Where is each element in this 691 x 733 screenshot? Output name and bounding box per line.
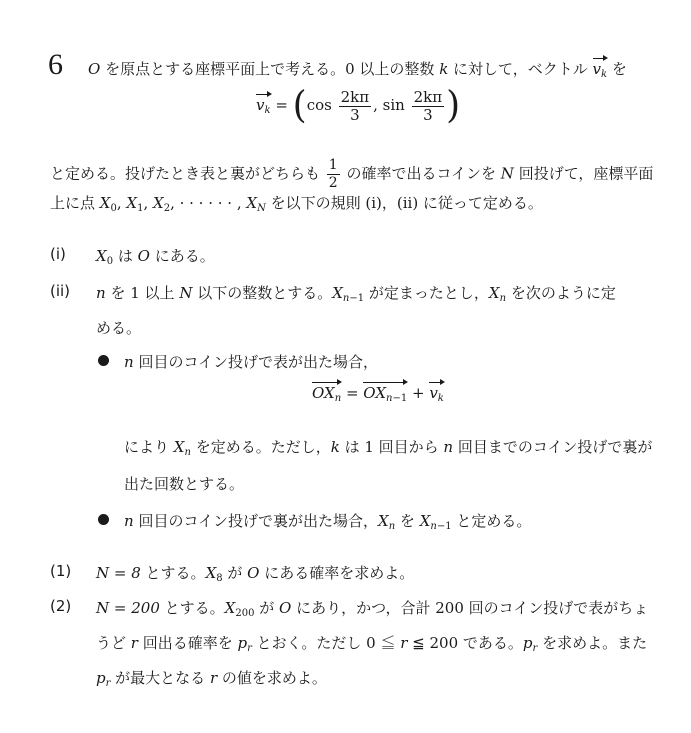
rule-i-text: $X_0$ は O にある。: [96, 247, 215, 267]
vector-vk: $v_k$: [592, 60, 608, 80]
vector-definition-formula: $v_k = (\cos$ $\frac{2k\pi}{3}$ , sin $\frac{2k\pi}{3}$ ): [256, 83, 461, 127]
intro-line-4: 上に点 $X_0$, $X_1$, $X_2$, · · · · · · , $X_N$ を以下の規則 (i)，(ii) に従って定める。: [50, 194, 543, 214]
question-1-label: (1): [50, 562, 72, 580]
bullet-tails-text: n 回目のコイン投げで裏が出た場合，$X_n$ を $X_{n-1}$ と定める。: [124, 512, 532, 532]
fraction-2kpi-3: $\frac{2k\pi}{3}$: [340, 87, 370, 124]
question-2-line-1: N = 200 とする。$X_{200}$ が O にあり，かつ，合計 200 回のコイン投げで表がちょ: [96, 599, 649, 619]
rule-ii-line-2: める。: [96, 319, 142, 337]
recurrence-formula: $OX_n = OX_{n-1} + v_k$: [312, 384, 444, 404]
question-1-text: N = 8 とする。$X_8$ が O にある確率を求めよ。: [96, 564, 415, 584]
intro-line-1: O を原点とする座標平面上で考える。0 以上の整数 k に対して，ベクトル $v_k$ を: [88, 60, 627, 80]
bullet-heads-note-1: により $X_n$ を定める。ただし，k は 1 回目から n 回目までのコイン投げで裏が: [124, 438, 653, 458]
rule-ii-line-1: n を 1 以上 N 以下の整数とする。$X_{n-1}$ が定まったとし，$X_n$ を次のように定: [96, 284, 616, 304]
question-2-line-2: うど r 回出る確率を $p_r$ とおく。ただし 0 ≦ r ≦ 200 である。$p_r$ を求めよ。また: [96, 634, 648, 654]
bullet-heads-note-2: 出た回数とする。: [124, 475, 245, 493]
question-2-line-3: $p_r$ が最大となる r の値を求めよ。: [96, 669, 327, 689]
intro-line-3: と定める。投げたとき表と裏がどちらも $\frac{1}{2}$ の確率で出るコインを N 回投げて，座標平面: [50, 157, 654, 191]
rule-i-label: (i): [50, 245, 66, 263]
problem-number: 6: [48, 48, 63, 81]
bullet-heads-text: n 回目のコイン投げで表が出た場合，: [124, 353, 379, 371]
bullet-tails: [98, 514, 109, 525]
question-2-label: (2): [50, 597, 72, 615]
rule-ii-label: (ii): [50, 282, 71, 300]
bullet-heads: [98, 355, 109, 366]
